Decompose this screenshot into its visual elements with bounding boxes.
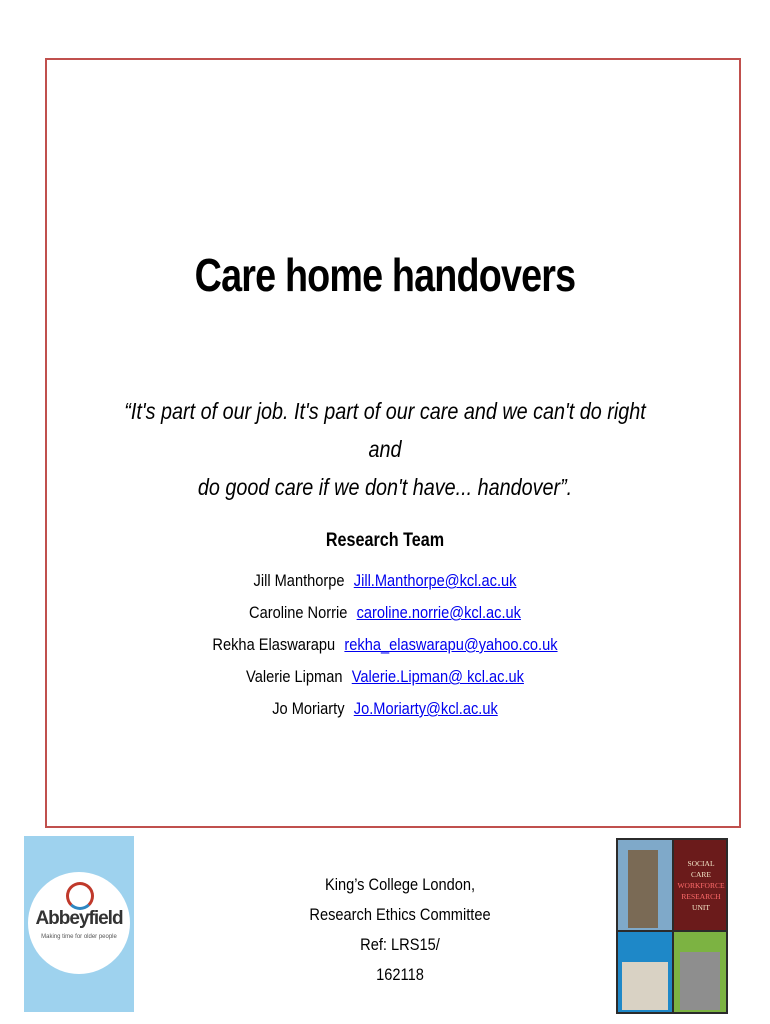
ethics-line-2: Research Ethics Committee xyxy=(309,905,491,924)
team-member xyxy=(54,662,716,694)
abbeyfield-logo-text: Abbeyfield xyxy=(35,908,123,929)
ethics-reference xyxy=(271,870,529,990)
member-email-link[interactable]: Jo.Moriarty@kcl.ac.uk xyxy=(353,699,498,718)
unit-logo-label: SOCIAL CARE WORKFORCE RESEARCH UNIT xyxy=(677,859,725,912)
person-figure-icon xyxy=(66,882,94,910)
ethics-line-1: King’s College London, xyxy=(324,875,476,894)
member-email-link[interactable]: Jill.Manthorpe@kcl.ac.uk xyxy=(353,571,517,590)
team-member xyxy=(54,694,716,726)
building-photo-icon xyxy=(618,932,672,1012)
abbeyfield-logo xyxy=(24,836,134,1012)
member-name: Caroline Norrie xyxy=(249,603,348,622)
member-email-link[interactable]: rekha_elaswarapu@yahoo.co.uk xyxy=(344,635,558,654)
member-name: Rekha Elaswarapu xyxy=(212,635,336,654)
quote-line-1: “It's part of our job. It's part of our care and we can't do right and xyxy=(124,398,646,462)
team-member xyxy=(54,566,716,598)
member-name: Jill Manthorpe xyxy=(253,571,345,590)
handover-quote xyxy=(106,392,665,506)
workforce-research-unit-logo xyxy=(616,838,728,1014)
abbeyfield-logo-circle xyxy=(28,872,130,974)
research-team-heading: Research Team xyxy=(325,530,445,551)
team-member xyxy=(54,630,716,662)
team-member xyxy=(54,598,716,630)
member-name: Valerie Lipman xyxy=(246,667,343,686)
member-name: Jo Moriarty xyxy=(272,699,345,718)
quote-line-2: do good care if we don't have... handover”. xyxy=(197,474,573,500)
ethics-line-4: 162118 xyxy=(376,965,424,984)
ethics-line-3: Ref: LRS15/ xyxy=(360,935,440,954)
research-team-list xyxy=(0,566,770,726)
city-photo-icon xyxy=(674,932,726,1012)
abbeyfield-tagline: Making time for older people xyxy=(41,934,117,940)
member-email-link[interactable]: caroline.norrie@kcl.ac.uk xyxy=(356,603,521,622)
parliament-photo-icon xyxy=(618,840,672,930)
member-email-link[interactable]: Valerie.Lipman@ kcl.ac.uk xyxy=(351,667,524,686)
page-title: Care home handovers xyxy=(194,249,576,301)
